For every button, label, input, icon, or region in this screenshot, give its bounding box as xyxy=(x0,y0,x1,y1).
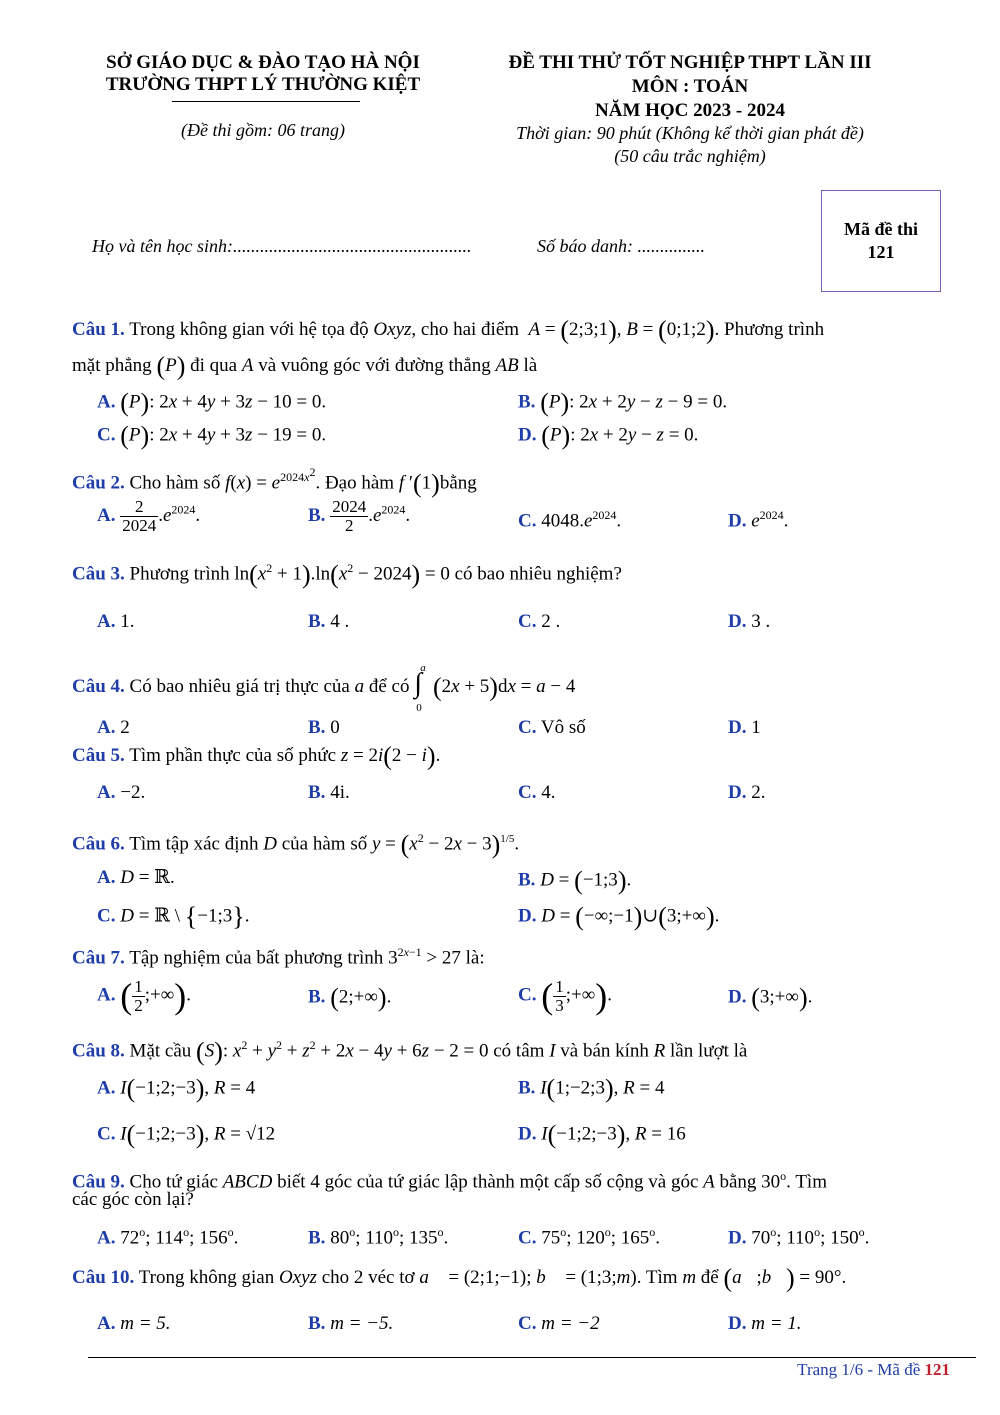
q8-option-a[interactable]: A. I(−1;2;−3), R = 4 xyxy=(97,1074,256,1103)
q1-option-d[interactable]: D. (P): 2x + 2y − z = 0. xyxy=(518,421,699,450)
footer-divider xyxy=(88,1357,976,1358)
q8-option-d[interactable]: D. I(−1;2;−3), R = 16 xyxy=(518,1120,686,1149)
question-10: Câu 10. Trong không gian Oxyz cho 2 véc tơ a⃗ = (2;1;−1); b⃗ = (1;3;m). Tìm m để (a⃗;b⃗) = 90°. xyxy=(72,1263,847,1293)
question-5: Câu 5. Tìm phần thực của số phức z = 2i(2 − i). xyxy=(72,741,441,771)
school-name: TRƯỜNG THPT LÝ THƯỜNG KIỆT xyxy=(105,74,421,95)
q1-option-b[interactable]: B. (P): 2x + 2y − z − 9 = 0. xyxy=(518,388,728,417)
q2-option-c[interactable]: C. $4048.e^{2024}$. xyxy=(518,508,622,532)
question-4: Câu 4. Có bao nhiêu giá trị thực của a để có ∫ a 0 (2x + 5)dx = a − 4 xyxy=(72,662,576,714)
q5-option-c[interactable]: C. 4. xyxy=(518,782,556,803)
q9-option-c[interactable]: C. 75$^o$; 120$^o$; 165$^o$. xyxy=(518,1225,661,1249)
header-divider xyxy=(172,101,360,102)
q4-option-a[interactable]: A. 2 xyxy=(97,717,130,738)
student-name-field: Họ và tên học sinh:..................................................... xyxy=(92,236,472,256)
question-1: Câu 1. Trong không gian với hệ tọa độ Oxyz, cho hai điểm A = (2;3;1), B = (0;1;2). Phương trình xyxy=(72,315,825,345)
q4-option-b[interactable]: B. 0 xyxy=(308,717,340,738)
question-label: Câu 1. xyxy=(72,319,125,340)
q10-option-c[interactable]: C. m = −2 xyxy=(518,1313,600,1334)
q7-option-d[interactable]: D. (3;+∞). xyxy=(728,983,813,1012)
footer-exam-code: 121 xyxy=(924,1360,950,1379)
q6-option-a[interactable]: A. D = ℝ. xyxy=(97,867,175,888)
exam-code-label: Mã đề thi xyxy=(844,219,918,239)
exam-code-box xyxy=(821,190,941,292)
q3-option-b[interactable]: B. 4 . xyxy=(308,611,350,632)
q7-option-c[interactable]: C. ( $\frac{1}{3}$ ;+∞). xyxy=(518,976,613,1016)
q2-option-d[interactable]: D. $e^{2024}$. xyxy=(728,508,789,532)
time-note: Thời gian: 90 phút (Không kể thời gian phát đề) xyxy=(516,123,864,143)
q7-option-b[interactable]: B. (2;+∞). xyxy=(308,983,392,1012)
q2-option-b[interactable]: B. $\frac{2024}{2}$ $.e^{2024}$. xyxy=(308,497,411,535)
q6-option-c[interactable]: C. D = ℝ \ {−1;3}. xyxy=(97,902,250,931)
footer-page-info: Trang 1/6 - Mã đề 121 xyxy=(797,1360,950,1379)
question-9-line2: các góc còn lại? xyxy=(72,1189,194,1210)
q10-option-a[interactable]: A. m = 5. xyxy=(97,1313,171,1334)
question-8: Câu 8. Mặt cầu (S): $x^2 + y^2 + z^2 + 2x - 4y + 6z - 2 = 0$ có tâm I và bán kính R lần lượt là xyxy=(72,1036,748,1066)
q10-option-d[interactable]: D. m = 1. xyxy=(728,1313,802,1334)
q3-option-d[interactable]: D. 3 . xyxy=(728,611,771,632)
q7-option-a[interactable]: A. ( $\frac{1}{2}$ ;+∞). xyxy=(97,976,192,1016)
q5-option-b[interactable]: B. 4i. xyxy=(308,782,350,803)
question-6: Câu 6. Tìm tập xác định D của hàm số $y = (x^2 - 2x - 3)^{1/5}$. xyxy=(72,829,520,859)
q9-option-b[interactable]: B. 80$^o$; 110$^o$; 135$^o$. xyxy=(308,1225,449,1249)
pages-note: (Đề thi gồm: 06 trang) xyxy=(181,120,345,140)
q9-option-a[interactable]: A. 72$^o$; 114$^o$; 156$^o$. xyxy=(97,1225,239,1249)
q8-option-b[interactable]: B. I(1;−2;3), R = 4 xyxy=(518,1074,665,1103)
q6-option-d[interactable]: D. D = (−∞;−1)∪(3;+∞). xyxy=(518,902,720,931)
q9-option-d[interactable]: D. 70$^o$; 110$^o$; 150$^o$. xyxy=(728,1225,870,1249)
question-2: Câu 2. Cho hàm số $f(x) = e^{2024x^2}$. Đạo hàm f ′(1)bằng xyxy=(72,465,477,498)
question-count-note: (50 câu trắc nghiệm) xyxy=(614,146,766,166)
student-id-field: Số báo danh: ............... xyxy=(537,236,705,256)
q5-option-d[interactable]: D. 2. xyxy=(728,782,766,803)
q3-option-a[interactable]: A. 1. xyxy=(97,611,135,632)
q8-option-c[interactable]: C. I(−1;2;−3), R = √12 xyxy=(97,1120,276,1149)
question-3: Câu 3. Phương trình $\ln(x^2 + 1).\ln(x^2 - 2024) = 0$ có bao nhiêu nghiệm? xyxy=(72,559,622,589)
q4-option-c[interactable]: C. Vô số xyxy=(518,717,586,738)
exam-code-value: 121 xyxy=(867,242,895,262)
q3-option-c[interactable]: C. 2 . xyxy=(518,611,561,632)
question-7: Câu 7. Tập nghiệm của bất phương trình $3^{2x-1} > 27$ là: xyxy=(72,945,485,969)
q4-option-d[interactable]: D. 1 xyxy=(728,717,761,738)
q1-option-a[interactable]: A. (P): 2x + 4y + 3z − 10 = 0. xyxy=(97,388,327,417)
department-name: SỞ GIÁO DỤC & ĐÀO TẠO HÀ NỘI xyxy=(106,52,420,73)
school-year: NĂM HỌC 2023 - 2024 xyxy=(595,100,785,121)
exam-title: ĐỀ THI THỬ TỐT NGHIỆP THPT LẦN III xyxy=(508,52,872,73)
q5-option-a[interactable]: A. −2. xyxy=(97,782,146,803)
q2-option-a[interactable]: A. $\frac{2}{2024}$ $.e^{2024}$. xyxy=(97,497,201,535)
question-9: Câu 9. Cho tứ giác ABCD biết 4 góc của tứ giác lập thành một cấp số cộng và góc A bằng 30$^o$. Tìm xyxy=(72,1169,827,1193)
subject: MÔN : TOÁN xyxy=(631,76,749,97)
q10-option-b[interactable]: B. m = −5. xyxy=(308,1313,394,1334)
q6-option-b[interactable]: B. D = (−1;3). xyxy=(518,866,632,895)
q1-option-c[interactable]: C. (P): 2x + 4y + 3z − 19 = 0. xyxy=(97,421,327,450)
question-1-line2: mặt phẳng (P) đi qua A và vuông góc với đường thẳng AB là xyxy=(72,351,538,381)
